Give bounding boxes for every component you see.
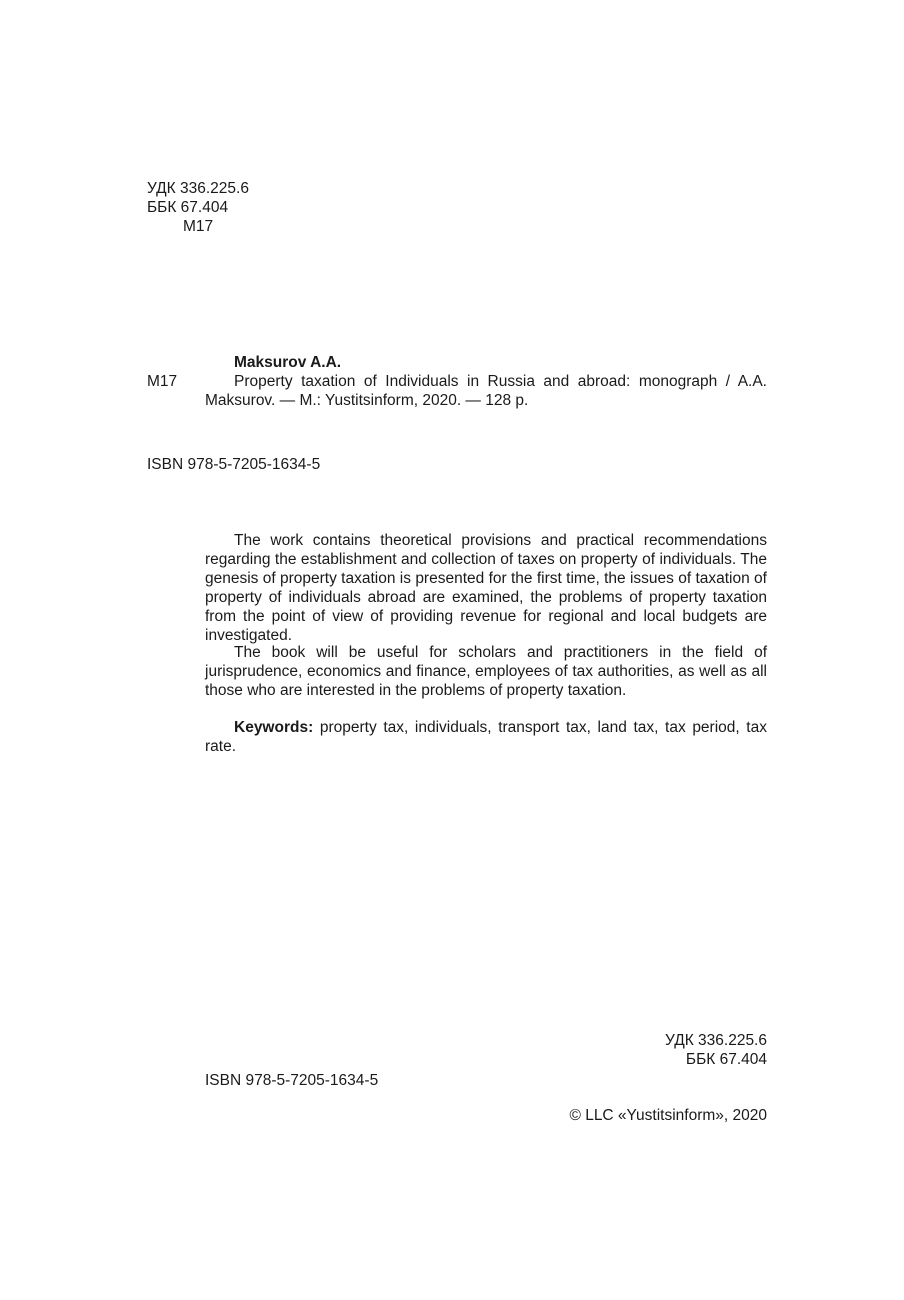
author-mark-top: М17 — [183, 218, 214, 235]
abstract-paragraph-2: The book will be useful for scholars and practitioners in the field of jurisprudence, economics and finance, employees of tax authorities, as well as all those who are interested in the problems of property taxation. — [205, 644, 767, 699]
author-name: Maksurov A.A. — [234, 354, 342, 371]
copyright: © LLC «Yustitsinform», 2020 — [569, 1107, 767, 1124]
udk-code-bottom: УДК 336.225.6 — [665, 1032, 767, 1049]
author-mark-entry: М17 — [147, 373, 178, 390]
keywords — [205, 718, 767, 756]
abstract-paragraph-1: The work contains theoretical provisions and practical recommendations regarding the establishment and collection of taxes on property of individuals. The genesis of property taxation is presented for the first time, the issues of taxation of property of individuals abroad are examined, the problems of property taxation from the point of view of providing revenue for regional and local budgets are investigated. — [205, 532, 767, 644]
keywords-text: property tax, individuals, transport tax, land tax, tax period, tax rate. — [205, 719, 767, 755]
udk-code-top: УДК 336.225.6 — [147, 180, 249, 197]
bibliographic-description: Property taxation of Individuals in Russia and abroad: monograph / A.A. Maksurov. — M.: Yustitsinform, 2020. — 128 p. — [205, 373, 767, 409]
isbn-bottom: ISBN 978-5-7205-1634-5 — [205, 1072, 379, 1089]
keywords-label: Keywords: — [234, 719, 314, 736]
bbk-code-bottom: ББК 67.404 — [685, 1051, 767, 1068]
isbn-top: ISBN 978-5-7205-1634-5 — [147, 456, 321, 473]
bbk-code-top: ББК 67.404 — [147, 199, 229, 216]
